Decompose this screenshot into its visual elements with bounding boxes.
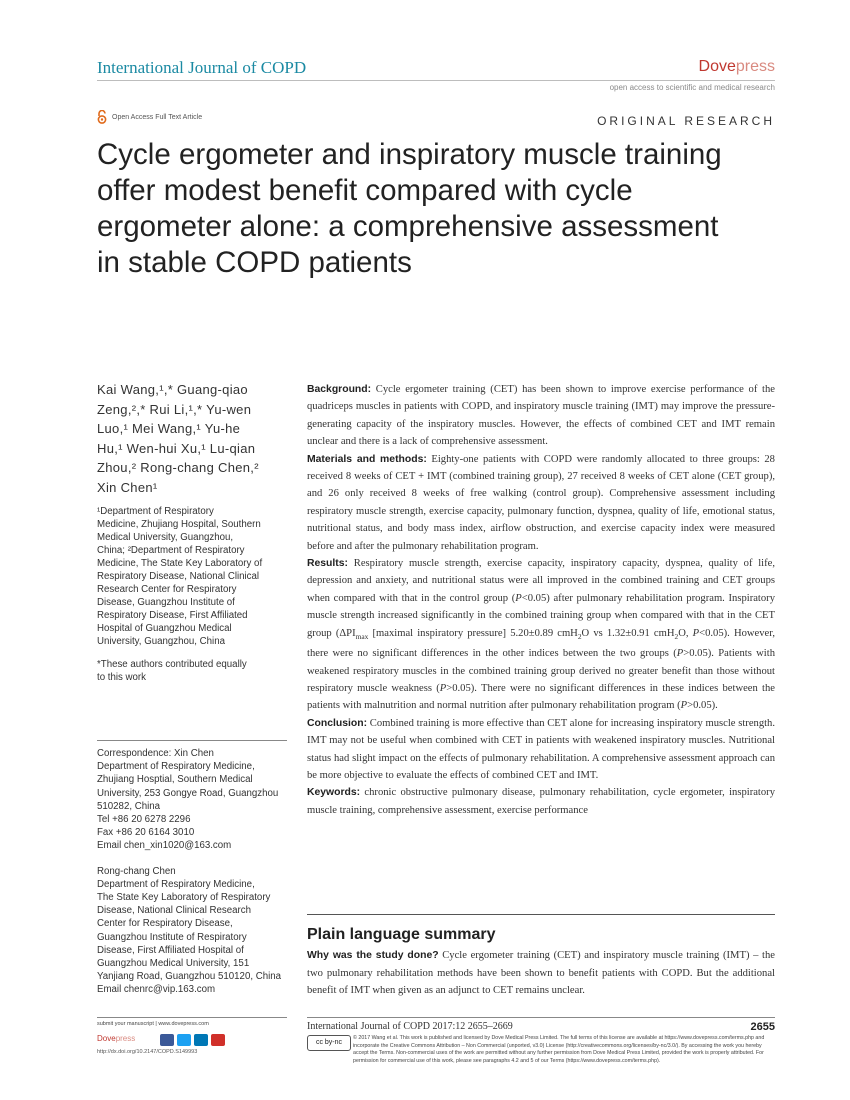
affiliation-line: Research Center for Respiratory <box>97 584 237 595</box>
affiliation-line: Respiratory Disease, First Affiliated <box>97 610 248 621</box>
footer-rule-left <box>97 1017 287 1018</box>
p-symbol: P <box>439 683 447 695</box>
correspondence-line: Rong-chang Chen <box>97 865 176 877</box>
author-line: Zhou,² Rong-chang Chen,² <box>97 460 259 475</box>
abstract-results <box>307 555 775 715</box>
correspondence-line: Disease, First Affiliated Hospital of <box>97 944 244 956</box>
section-text: >0.05). There were no significant differences in these indices between the patients with malnutrition and normal nutrition after pulmonary rehabilitation program ( <box>307 683 775 712</box>
abstract-methods <box>307 451 775 555</box>
correspondence-block <box>97 747 292 997</box>
section-label: Keywords: <box>307 787 361 799</box>
author-line: Kai Wang,¹,* Guang-qiao <box>97 382 248 397</box>
title-line: offer modest benefit compared with cycle <box>97 174 633 207</box>
plain-summary-body: Cycle ergometer training (CET) and inspiratory muscle training (IMT) – the two pulmonary rehabilitation methods have been shown to benefit patients with COPD. But the additional benefit of IMT when given as an adjunct to CET remains unclear. <box>307 950 776 997</box>
plain-summary-heading: Plain language summary <box>307 926 496 943</box>
correspondence-line: Correspondence: Xin Chen <box>97 748 214 759</box>
correspondence-line: Department of Respiratory Medicine, <box>97 878 255 890</box>
section-text: O vs 1.32±0.91 cmH <box>581 627 675 639</box>
abstract-keywords <box>307 784 775 819</box>
title-line: in stable COPD patients <box>97 246 412 279</box>
footer-publisher-logo[interactable] <box>97 1034 135 1043</box>
correspondence-line: Tel +86 20 6278 2296 <box>97 814 191 826</box>
section-text: Combined training is more effective than CET alone for increasing inspiratory muscle strength. IMT may not be useful when combined with CET in patients with weakened inspiratory muscles. Nutritional status had slight impact on the effects of pulmonary rehabilitation. A comprehensive assessment approach can be more objective to evaluate the effects of combined CET and IMT. <box>307 717 776 782</box>
affiliation-line: Hospital of Guangzhou Medical <box>97 623 232 634</box>
journal-name[interactable]: International Journal of COPD <box>97 58 307 77</box>
section-label: Results: <box>307 558 348 570</box>
title-line: ergometer alone: a comprehensive assessment <box>97 210 719 243</box>
plain-summary-text <box>307 947 775 1000</box>
plain-summary-question: Why was the study done? <box>307 950 439 961</box>
author-line: Hu,¹ Wen-hui Xu,¹ Lu-qian <box>97 440 256 456</box>
correspondence-line: 510282, China <box>97 800 161 812</box>
article-title <box>97 137 787 281</box>
section-text: <0.05). However, there were no significant differences in the other indices between the two groups ( <box>307 627 775 660</box>
author-list <box>97 380 292 497</box>
abstract <box>307 381 775 819</box>
correspondence-line: Guangzhou Medical University, 151 <box>97 958 250 970</box>
facebook-icon[interactable] <box>160 1034 174 1046</box>
correspondence-rule <box>97 740 287 741</box>
section-text: [maximal inspiratory pressure] 5.20±0.89 cmH <box>368 627 578 639</box>
equal-contribution-note <box>97 658 292 684</box>
section-label: Background: <box>307 384 372 395</box>
author-line: Xin Chen¹ <box>97 479 158 495</box>
abstract-conclusion <box>307 715 775 785</box>
author-column <box>97 380 292 684</box>
footer-rule-right <box>307 1017 775 1018</box>
affiliation-line: Respiratory Disease, National Clinical <box>97 571 260 582</box>
p-symbol: P <box>692 627 700 639</box>
correspondence-line: Zhujiang Hosptial, Southern Medical <box>97 774 253 786</box>
cc-license-badge[interactable]: cc by-nc <box>307 1035 351 1051</box>
open-access-icon <box>97 110 107 124</box>
correspondence-email[interactable]: Email chen_xin1020@163.com <box>97 840 232 852</box>
submit-manuscript-link[interactable]: submit your manuscript | www.dovepress.com <box>97 1021 209 1027</box>
license-text: © 2017 Wang et al. This work is published and licensed by Dove Medical Press Limited. The full terms of this license are available at https://www.dovepress.com/terms.php and incorporate the Creative Commons Attribution – Non Commercial (unported, v3.0) License (http://creativecommons.org/licenses/by-nc/3.0/). By accessing the work you hereby accept the Terms. Non-commercial uses of the work are permitted without any further permission from Dove Medical Press Limited, provided the work is properly attributed. For permission for commercial use of this work, please see paragraphs 4.2 and 5 of our Terms (https://www.dovepress.com/terms.php). <box>353 1035 765 1064</box>
abstract-background <box>307 381 775 451</box>
page-number: 2655 <box>750 1021 775 1033</box>
open-access-label: Open Access Full Text Article <box>112 114 203 121</box>
subscript: 2 <box>577 631 582 641</box>
correspondence-line: Guangzhou Institute of Respiratory <box>97 931 247 943</box>
publisher-logo[interactable] <box>699 58 775 76</box>
correspondence-line: Center for Respiratory Disease, <box>97 918 233 930</box>
linkedin-icon[interactable] <box>194 1034 208 1046</box>
affiliation-line: University, Guangzhou, China <box>97 636 225 647</box>
footer-logo-part2: press <box>115 1034 136 1043</box>
title-line: Cycle ergometer and inspiratory muscle training <box>97 138 722 171</box>
twitter-icon[interactable] <box>177 1034 191 1046</box>
section-text: Eighty-one patients with COPD were randomly allocated to three groups: 28 received 8 weeks of CET + IMT (combined training group), 27 received 8 weeks of CET alone (CET group), and 26 only received 8 weeks of free walking (control group). Comprehensive assessment including respiratory muscle strength, exercise capacity, pulmonary function, dyspnea, quality of life, emotional status, nutritional status, and body mass index, airflow obstruction, and exercise capacity index were measured before and after the pulmonary rehabilitation program. <box>307 453 775 552</box>
correspondence-email[interactable]: Email chenrc@vip.163.com <box>97 984 216 996</box>
publisher-logo-part1: Dove <box>698 58 736 75</box>
article-type: ORIGINAL RESEARCH <box>597 114 775 128</box>
note-line: *These authors contributed equally <box>97 659 247 670</box>
p-symbol: P <box>676 648 684 660</box>
affiliation-line: Medicine, The State Key Laboratory of <box>97 558 263 569</box>
subscript: max <box>355 631 369 641</box>
section-label: Conclusion: <box>307 717 368 729</box>
correspondence-line: University, 253 Gongye Road, Guangzhou <box>97 787 279 799</box>
youtube-icon[interactable] <box>211 1034 225 1046</box>
section-text: >0.05). Patients with weakened respiratory muscles in the combined training group derived no greater benefit than those without respiratory muscle weakness ( <box>307 648 775 695</box>
header-rule <box>97 80 775 81</box>
abstract-rule <box>307 914 775 915</box>
affiliation-line: Disease, Guangzhou Institute of <box>97 597 235 608</box>
section-text: >0.05). <box>687 700 718 712</box>
p-symbol: P <box>680 700 688 712</box>
author-line: Luo,¹ Mei Wang,¹ Yu-he <box>97 421 241 436</box>
correspondence-line: Department of Respiratory Medicine, <box>97 761 255 773</box>
correspondence-line: Fax +86 20 6164 3010 <box>97 827 195 839</box>
section-text: <0.05) after pulmonary rehabilitation program. Inspiratory muscle strength increased significantly in the combined training group when compared with that in the CET group (ΔPI <box>307 592 775 639</box>
footer-logo-part1: Dove <box>97 1034 116 1043</box>
social-links <box>160 1031 228 1049</box>
affiliation-line: Medicine, Zhujiang Hospital, Southern <box>97 519 261 530</box>
doi-link[interactable]: http://dx.doi.org/10.2147/COPD.S149993 <box>97 1049 198 1055</box>
section-text: chronic obstructive pulmonary disease, pulmonary rehabilitation, cycle ergometer, inspiratory muscle training, comprehensive assessment, exercise performance <box>307 787 775 816</box>
section-text: Respiratory muscle strength, exercise capacity, inspiratory capacity, dyspnea, quality of life, depression and anxiety, and nutritional status were all improved in the combined training and CET groups when compared with that in the control group ( <box>307 558 775 604</box>
section-text: O, <box>678 627 693 639</box>
p-symbol: P <box>515 592 522 604</box>
affiliation-line: Medical University, Guangzhou, <box>97 532 234 543</box>
note-line: to this work <box>97 672 146 683</box>
publisher-logo-part2: press <box>735 58 775 75</box>
journal-citation: International Journal of COPD 2017:12 2655–2669 <box>307 1021 513 1032</box>
affiliation-line: China; ²Department of Respiratory <box>97 545 245 556</box>
correspondence-line: Disease, National Clinical Research <box>97 905 251 917</box>
author-line: Zeng,²,* Rui Li,¹,* Yu-wen <box>97 401 252 417</box>
affiliations <box>97 505 292 648</box>
correspondence-line: Yanjiang Road, Guangzhou 510120, China <box>97 971 282 983</box>
affiliation-line: ¹Department of Respiratory <box>97 506 214 517</box>
correspondence-line: The State Key Laboratory of Respiratory <box>97 892 271 904</box>
subscript: 2 <box>674 631 679 641</box>
section-label: Materials and methods: <box>307 453 427 465</box>
publisher-tagline: open access to scientific and medical research <box>609 83 775 92</box>
section-text: Cycle ergometer training (CET) has been shown to improve exercise performance of the quadriceps muscles in patients with COPD, and inspiratory muscle training (IMT) may improve the pressure-generating capacity of the inspiratory muscles. However, the effects of combined CET and IMT remain unclear and there is a lack of comprehensive assessment. <box>307 384 775 448</box>
